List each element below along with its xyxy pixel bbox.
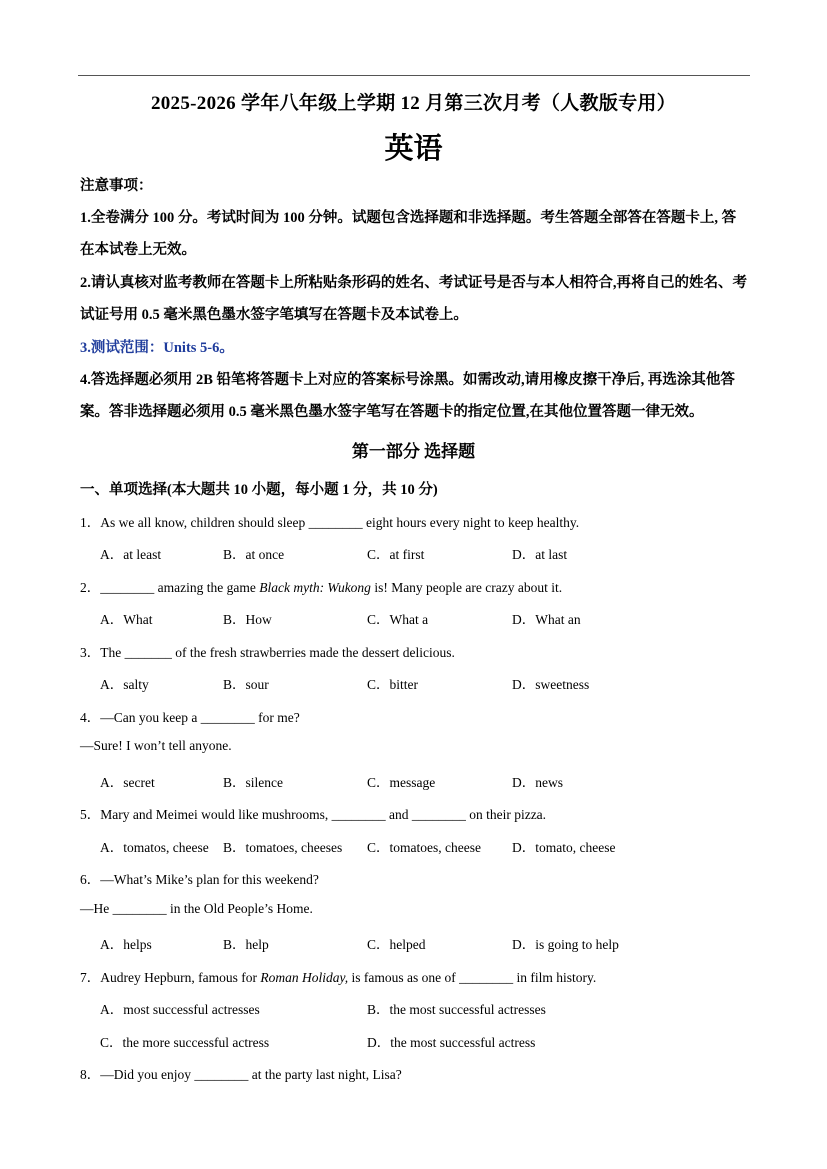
question-6-option-b: B．help xyxy=(223,937,269,952)
question-7-option-b: B．the most successful actresses xyxy=(367,1002,546,1017)
question-6-reply: —He ________ in the Old People’s Home. xyxy=(80,901,313,916)
question-6-option-a: A．helps xyxy=(100,937,152,952)
section-title: 一、单项选择(本大题共 10 小题，每小题 1 分，共 10 分) xyxy=(80,482,438,498)
header-rule xyxy=(78,75,750,76)
question-5-option-a: A．tomatos, cheese xyxy=(100,840,209,855)
notice-item-4-line-1: 4.答选择题必须用 2B 铅笔将答题卡上对应的答案标号涂黑。如需改动,请用橡皮擦干净后, 再选涂其他答 xyxy=(80,372,735,388)
subject-title: 英语 xyxy=(384,133,443,165)
question-6-option-d: D．is going to help xyxy=(512,937,619,952)
question-4-option-b: B．silence xyxy=(223,775,283,790)
exam-title: 2025-2026 学年八年级上学期 12 月第三次月考（人教版专用） xyxy=(150,93,677,114)
question-2-stem-end: is! Many people are crazy about it. xyxy=(370,580,563,595)
question-3-option-b: B．sour xyxy=(223,677,269,692)
question-1-option-a: A．at least xyxy=(100,547,162,562)
question-1-stem: 1．As we all know, children should sleep ________ eight hours every night to keep healthy. xyxy=(80,515,580,530)
question-4-option-c: C．message xyxy=(367,775,436,790)
part-title: 第一部分 选择题 xyxy=(351,442,476,461)
question-1-option-b: B．at once xyxy=(223,547,285,562)
question-7-film-title: Roman Holiday, xyxy=(260,970,349,985)
question-3-option-d: D．sweetness xyxy=(512,677,590,692)
question-4-stem: 4．—Can you keep a ________ for me? xyxy=(80,710,300,725)
question-7-option-c: C．the more successful actress xyxy=(100,1035,270,1050)
notice-item-1-line-2: 在本试卷上无效。 xyxy=(80,242,196,258)
question-5-option-c: C．tomatoes, cheese xyxy=(367,840,481,855)
question-2-stem-start: 2．________ amazing the game xyxy=(80,580,260,595)
question-2-option-d: D．What an xyxy=(512,612,581,627)
question-5-option-b: B．tomatoes, cheeses xyxy=(223,840,343,855)
notice-item-2-line-2: 试证号用 0.5 毫米黑色墨水签字笔填写在答题卡及本试卷上。 xyxy=(80,307,468,323)
question-7-option-d: D．the most successful actress xyxy=(367,1035,536,1050)
question-6-option-c: C．helped xyxy=(367,937,426,952)
question-2-game-title: Black myth: Wukong xyxy=(259,580,371,595)
notice-heading: 注意事项： xyxy=(80,178,153,194)
question-3-option-c: C．bitter xyxy=(367,677,418,692)
question-7-stem-end: is famous as one of ________ in film history. xyxy=(348,970,597,985)
notice-item-4-line-2: 案。答非选择题必须用 0.5 毫米黑色墨水签字笔写在答题卡的指定位置,在其他位置答题一律无效。 xyxy=(80,404,704,420)
question-4-option-a: A．secret xyxy=(100,775,155,790)
question-7-stem-start: 7．Audrey Hepburn, famous for xyxy=(80,970,261,985)
question-2-option-a: A．What xyxy=(100,612,153,627)
question-5-stem: 5．Mary and Meimei would like mushrooms, ________ and ________ on their pizza. xyxy=(80,807,547,822)
question-1-option-c: C．at first xyxy=(367,547,425,562)
question-3-stem: 3．The _______ of the fresh strawberries made the dessert delicious. xyxy=(80,645,455,660)
question-4-reply: —Sure! I won’t tell anyone. xyxy=(80,738,232,753)
notice-item-1-line-1: 1.全卷满分 100 分。考试时间为 100 分钟。试题包含选择题和非选择题。考生答题全部答在答题卡上, 答 xyxy=(80,210,737,226)
notice-item-3-scope: 3.测试范围：Units 5-6。 xyxy=(80,340,234,356)
question-6-stem: 6．—What’s Mike’s plan for this weekend? xyxy=(80,872,319,887)
question-1-option-d: D．at last xyxy=(512,547,568,562)
notice-item-2-line-1: 2.请认真核对监考教师在答题卡上所粘贴条形码的姓名、考试证号是否与本人相符合,再将自己的姓名、考 xyxy=(80,275,747,291)
question-2-option-c: C．What a xyxy=(367,612,429,627)
question-8-stem: 8．—Did you enjoy ________ at the party last night, Lisa? xyxy=(80,1067,402,1082)
question-3-option-a: A．salty xyxy=(100,677,149,692)
question-2-stem xyxy=(80,576,562,596)
question-2-option-b: B．How xyxy=(223,612,272,627)
question-7-stem xyxy=(80,966,596,986)
question-7-option-a: A．most successful actresses xyxy=(100,1002,260,1017)
question-5-option-d: D．tomato, cheese xyxy=(512,840,616,855)
question-4-option-d: D．news xyxy=(512,775,563,790)
